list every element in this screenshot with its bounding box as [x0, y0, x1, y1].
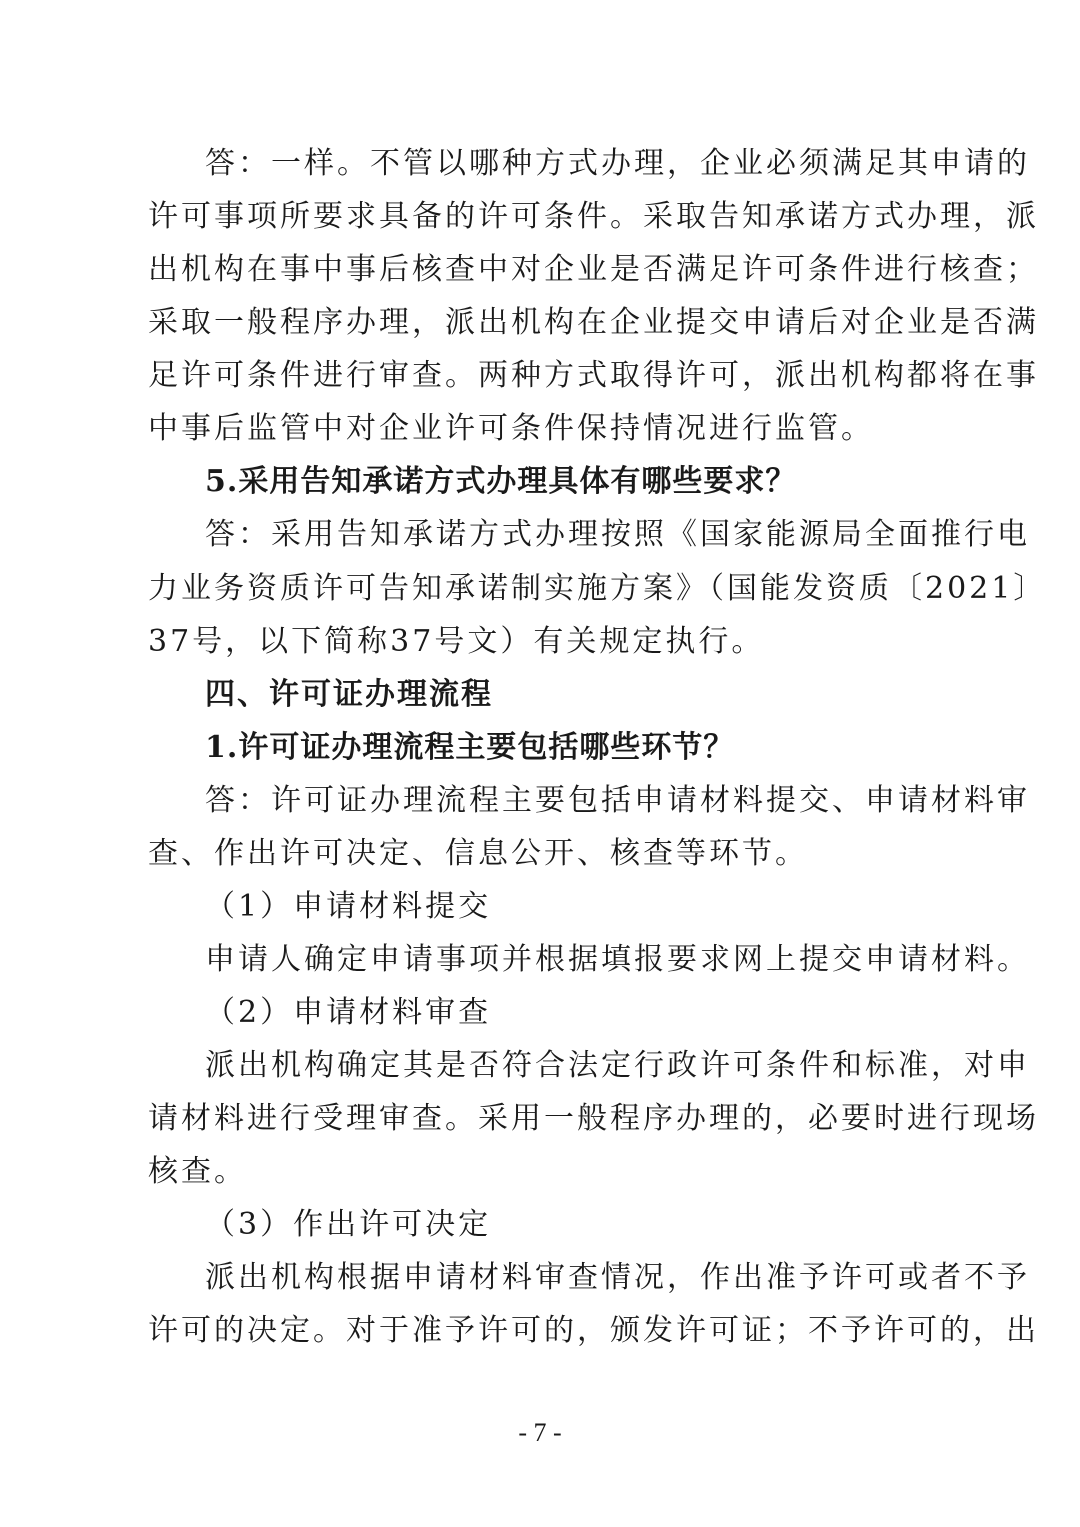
step-1-heading: （1）申请材料提交 [205, 889, 492, 924]
question-5-heading: 5.采用告知承诺方式办理具体有哪些要求？ [205, 464, 797, 499]
step-3-body-line-2: 许可的决定。对于准予许可的，颁发许可证；不予许可的，出 [148, 1313, 1039, 1348]
step-2-body-line-1: 派出机构确定其是否符合法定行政许可条件和标准，对申 [205, 1048, 1030, 1083]
page-number: - 7 - [518, 1418, 562, 1447]
step-2-body-line-2: 请材料进行受理审查。采用一般程序办理的，必要时进行现场 [148, 1101, 1039, 1136]
question-1-heading: 1.许可证办理流程主要包括哪些环节？ [205, 730, 735, 765]
step-1-body: 申请人确定申请事项并根据填报要求网上提交申请材料。 [205, 942, 1030, 977]
answer-1-line-2: 查、作出许可决定、信息公开、核查等环节。 [148, 836, 808, 871]
answer-5-line-3: 37号，以下简称37号文）有关规定执行。 [148, 624, 765, 659]
section-4-heading: 四、许可证办理流程 [205, 677, 493, 712]
answer-4-line-2: 许可事项所要求具备的许可条件。采取告知承诺方式办理，派 [148, 199, 1039, 234]
answer-4-line-4: 采取一般程序办理，派出机构在企业提交申请后对企业是否满 [148, 305, 1039, 340]
step-2-heading: （2）申请材料审查 [205, 995, 492, 1030]
answer-5-line-2: 力业务资质许可告知承诺制实施方案》（国能发资质〔2021〕 [148, 571, 1047, 606]
answer-5-line-1: 答：采用告知承诺方式办理按照《国家能源局全面推行电 [205, 517, 1030, 552]
step-3-heading: （3）作出许可决定 [205, 1207, 492, 1242]
answer-1-line-1: 答：许可证办理流程主要包括申请材料提交、申请材料审 [205, 783, 1030, 818]
step-2-body-line-3: 核查。 [148, 1154, 247, 1189]
answer-4-line-5: 足许可条件进行审查。两种方式取得许可，派出机构都将在事 [148, 358, 1039, 393]
answer-4-line-3: 出机构在事中事后核查中对企业是否满足许可条件进行核查； [148, 252, 1039, 287]
answer-4-line-1: 答：一样。不管以哪种方式办理，企业必须满足其申请的 [205, 146, 1030, 181]
answer-4-line-6: 中事后监管中对企业许可条件保持情况进行监管。 [148, 411, 874, 446]
step-3-body-line-1: 派出机构根据申请材料审查情况，作出准予许可或者不予 [205, 1260, 1030, 1295]
